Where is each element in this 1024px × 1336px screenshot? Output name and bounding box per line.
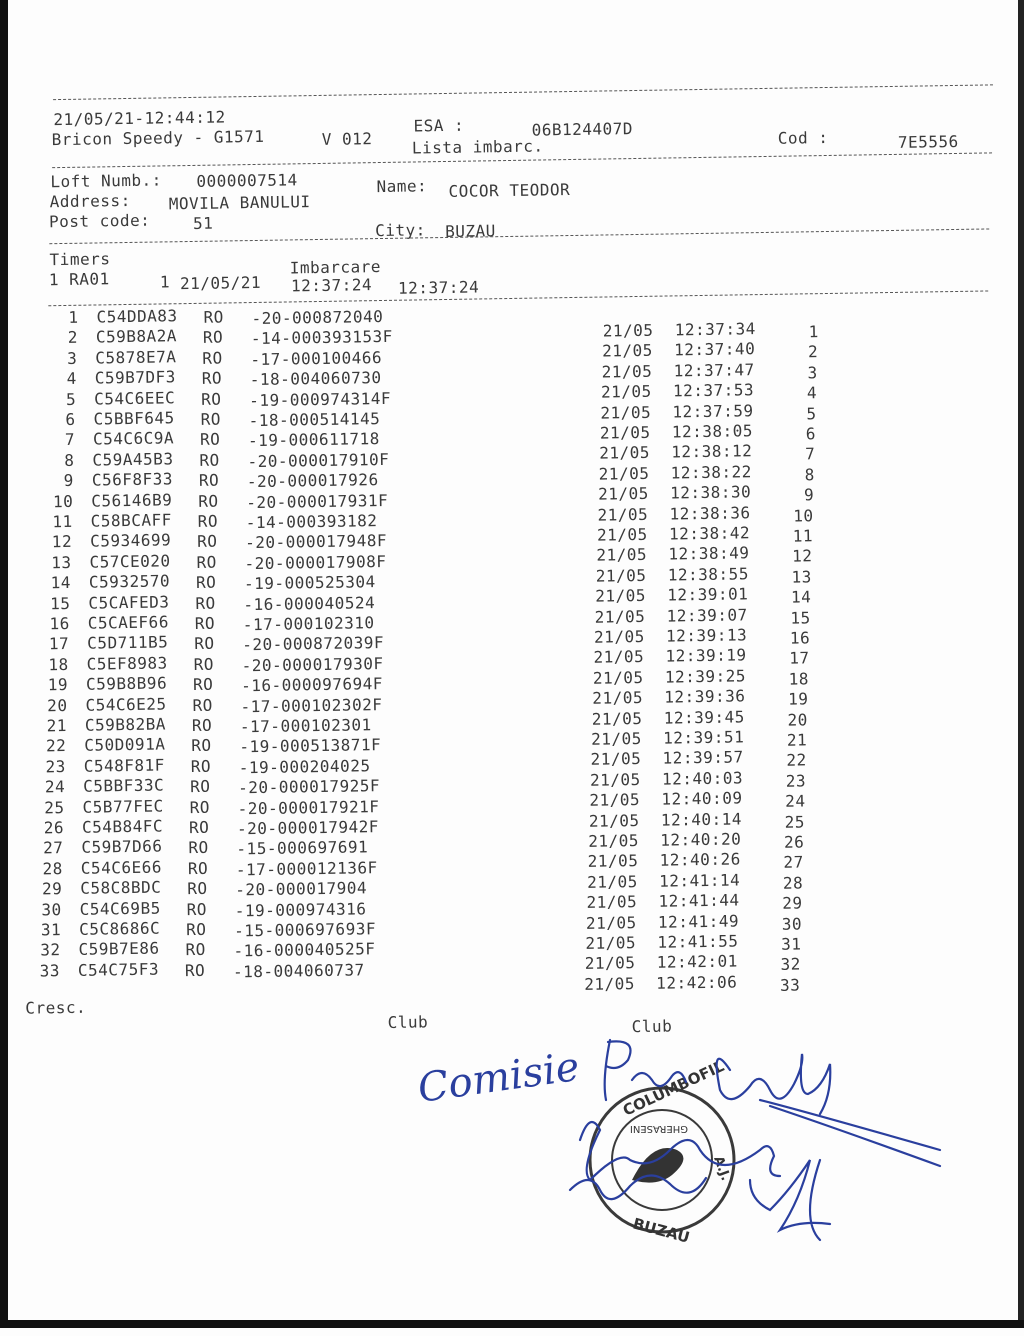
arrival-time: 12:41:44 [658, 890, 740, 911]
ring-id: C5CAEF66 [87, 612, 170, 633]
ring-id: C5BBF33C [83, 775, 165, 796]
arrival-date: 21/05 [585, 912, 637, 933]
ring-code: -20-000017942F [236, 817, 380, 839]
arrival-rank: 25 [784, 812, 806, 832]
stamp-text-bottom: BUZAU [630, 1214, 692, 1247]
ring-code: -17-000102301 [239, 715, 372, 737]
country-code: RO [185, 919, 207, 940]
arrival-time: 12:37:59 [672, 400, 754, 422]
row-number: 9 [63, 471, 75, 491]
row-number: 13 [51, 552, 72, 573]
arrival-date: 21/05 [590, 749, 642, 770]
ring-code: -18-000514145 [248, 409, 381, 431]
ring-id: C5EF8983 [86, 653, 168, 674]
ring-id: C5B77FEC [82, 796, 164, 817]
arrival-rank: 26 [783, 832, 805, 852]
esa-value: 06B124407D [531, 119, 634, 140]
ring-id: C5C8686C [78, 918, 161, 939]
ring-code: -20-000017926 [246, 470, 379, 492]
arrival-date: 21/05 [584, 953, 636, 974]
country-code: RO [187, 858, 209, 878]
post-code-value: 51 [192, 213, 214, 233]
row-number: 22 [45, 736, 67, 756]
arrival-rank: 28 [782, 873, 804, 893]
country-code: RO [199, 450, 220, 470]
arrival-date: 21/05 [592, 667, 644, 688]
ring-id: C56F8F33 [91, 469, 174, 490]
ring-id: C59B7DF3 [94, 367, 176, 388]
arrival-date: 21/05 [602, 320, 654, 341]
country-code: RO [199, 429, 221, 450]
arrival-rank: 17 [789, 648, 810, 669]
ring-code: -19-000611718 [247, 429, 380, 451]
arrival-time: 12:39:25 [664, 666, 747, 687]
ring-id: C54C6E25 [85, 694, 167, 715]
ring-id: C5CAFED3 [88, 591, 170, 613]
arrival-time: 12:37:34 [674, 319, 756, 340]
arrival-rank: 31 [781, 934, 802, 954]
name-label: Name: [376, 176, 428, 197]
arrival-date: 21/05 [589, 790, 641, 810]
loft-value: 0000007514 [196, 170, 298, 191]
ring-id: C59B8A2A [95, 326, 178, 347]
row-number: 16 [49, 613, 70, 634]
country-code: RO [188, 838, 209, 858]
divider-owner [49, 228, 989, 244]
country-code: RO [198, 491, 219, 511]
row-number: 15 [49, 593, 71, 613]
ring-code: -20-000017930F [241, 653, 384, 676]
arrival-rank: 8 [804, 465, 815, 485]
arrival-date: 21/05 [599, 443, 651, 463]
country-code: RO [190, 756, 212, 776]
ring-id: C54C75F3 [77, 959, 160, 980]
timer-id: 1 RA01 [48, 269, 110, 290]
arrival-rank: 3 [807, 362, 818, 383]
arrival-date: 21/05 [591, 708, 643, 729]
print-timestamp: 21/05/21-12:44:12 [53, 107, 226, 130]
country-code: RO [190, 776, 211, 797]
ring-id: C59B82BA [84, 714, 167, 735]
row-number: 25 [44, 797, 65, 817]
arrival-date: 21/05 [585, 933, 637, 953]
row-number: 21 [46, 715, 68, 736]
country-code: RO [203, 307, 224, 327]
esa-label: ESA : [413, 115, 465, 136]
handwritten-comisie: Comisie [414, 1043, 583, 1112]
country-code: RO [187, 878, 208, 899]
ring-code: -17-000102302F [240, 694, 383, 716]
row-number: 14 [50, 573, 72, 593]
arrival-rank: 1 [808, 322, 819, 342]
arrival-rank: 14 [790, 587, 812, 607]
ring-code: -19-000513871F [239, 735, 382, 757]
row-number: 5 [65, 389, 77, 409]
arrival-rank: 12 [792, 546, 813, 566]
name-value: COCOR TEODOR [448, 180, 571, 201]
arrival-time: 12:42:01 [656, 951, 739, 973]
ring-id: C5932570 [88, 571, 171, 592]
arrival-rank: 24 [785, 791, 806, 811]
arrival-time: 12:39:13 [665, 625, 748, 646]
row-number: 11 [52, 511, 73, 532]
arrival-time: 12:41:49 [657, 911, 740, 932]
country-code: RO [185, 940, 206, 960]
arrival-date: 21/05 [598, 463, 650, 484]
ring-id: C59A45B3 [92, 449, 174, 470]
ring-id: C57CE020 [89, 551, 171, 572]
row-number: 28 [42, 858, 63, 879]
country-code: RO [184, 960, 206, 980]
ring-code: -19-000974314F [249, 388, 392, 410]
country-code: RO [191, 715, 213, 736]
row-number: 32 [40, 940, 61, 960]
arrival-rank: 4 [806, 383, 818, 403]
arrival-rank: 7 [805, 444, 816, 464]
row-number: 33 [39, 960, 61, 981]
arrival-rank: 2 [807, 342, 819, 362]
country-code: RO [188, 817, 210, 838]
row-number: 6 [65, 409, 76, 429]
arrival-date: 21/05 [588, 810, 640, 831]
arrival-rank: 20 [787, 709, 808, 730]
arrival-date: 21/05 [602, 341, 654, 361]
arrival-time: 12:38:22 [670, 462, 752, 483]
country-code: RO [197, 511, 219, 531]
country-code: RO [191, 736, 212, 756]
signatures-and-stamp [400, 1030, 960, 1260]
arrival-time: 12:38:12 [671, 441, 753, 462]
address-label: Address: [49, 190, 131, 212]
arrival-rank: 21 [786, 730, 808, 750]
ring-id: C5D711B5 [87, 632, 169, 654]
arrival-rank: 11 [792, 526, 814, 546]
arrival-time: 12:40:09 [661, 788, 743, 809]
row-number: 31 [40, 920, 62, 940]
arrival-rank: 27 [783, 852, 804, 873]
country-code: RO [201, 389, 222, 409]
ring-code: -15-000697693F [234, 919, 377, 941]
ring-id: C54DDA83 [96, 306, 178, 327]
country-code: RO [194, 634, 215, 654]
arrival-rank: 16 [789, 628, 811, 648]
ring-id: C54C6E66 [80, 857, 163, 878]
arrival-rank: 19 [787, 689, 809, 709]
arrival-date: 21/05 [593, 647, 645, 668]
imbarcare-label: Imbarcare [289, 257, 382, 278]
ring-id: C54B84FC [81, 816, 164, 837]
arrival-rank: 18 [788, 669, 810, 689]
arrival-time: 12:40:20 [660, 829, 742, 850]
arrival-time: 12:38:42 [668, 523, 751, 544]
club-label-2: Club [631, 1016, 673, 1037]
device-name: Bricon Speedy - G1571 [51, 126, 265, 150]
arrival-rank: 29 [782, 893, 803, 913]
row-number: 3 [67, 348, 78, 368]
ring-code: -20-000017925F [238, 776, 381, 798]
divider-top [53, 84, 993, 100]
ring-id: C56146B9 [91, 489, 173, 511]
arrival-time: 12:38:49 [668, 543, 750, 564]
ring-code: -17-000100466 [250, 347, 383, 369]
row-number: 20 [47, 695, 68, 715]
club-label-1: Club [387, 1012, 429, 1032]
country-code: RO [186, 899, 208, 919]
country-code: RO [189, 797, 211, 817]
arrival-time: 12:39:45 [663, 706, 745, 728]
arrival-date: 21/05 [592, 688, 644, 708]
timer-time-1: 12:37:24 [290, 275, 373, 296]
arrival-time: 12:38:36 [669, 502, 751, 524]
arrival-time: 12:40:03 [661, 768, 744, 789]
stamp-text-inner: GHERASENI [629, 1123, 688, 1134]
row-number: 24 [44, 777, 66, 797]
row-number: 23 [45, 756, 66, 777]
city-value: BUZAU [445, 221, 497, 241]
ring-id: C5934699 [89, 530, 172, 552]
arrival-time: 12:40:26 [659, 849, 741, 871]
ring-code: -18-004060730 [249, 368, 382, 390]
timer-number: 1 [159, 272, 171, 292]
arrival-time: 12:39:57 [662, 747, 744, 769]
arrival-date: 21/05 [594, 606, 646, 627]
row-number: 18 [48, 654, 69, 675]
device-version: V 012 [321, 129, 373, 149]
ring-code: -19-000974316 [234, 898, 367, 920]
country-code: RO [201, 368, 223, 389]
country-code: RO [195, 572, 217, 593]
ring-id: C54C69B5 [79, 898, 161, 919]
arrival-date: 21/05 [587, 851, 639, 872]
arrival-date: 21/05 [601, 361, 653, 382]
country-code: RO [198, 470, 220, 491]
ring-id: C50D091A [84, 734, 166, 756]
country-code: RO [195, 593, 216, 613]
ring-id: C548F81F [83, 755, 165, 776]
ring-code: -16-000097694F [240, 674, 384, 696]
ring-id: C5878E7A [95, 347, 177, 368]
ring-code: -18-004060737 [232, 960, 365, 982]
row-number: 29 [41, 879, 63, 899]
country-code: RO [194, 613, 216, 633]
country-code: RO [202, 348, 223, 368]
country-code: RO [192, 695, 213, 715]
ring-code: -20-000017931F [246, 490, 389, 512]
arrival-rank: 13 [791, 567, 813, 587]
arrival-time: 12:39:19 [665, 645, 747, 666]
arrival-rank: 10 [793, 505, 814, 526]
country-code: RO [200, 409, 222, 429]
arrival-time: 12:40:14 [660, 809, 743, 830]
arrival-date: 21/05 [589, 769, 641, 790]
ring-id: C59B7D66 [81, 836, 163, 858]
city-label: City: [375, 220, 426, 241]
country-code: RO [202, 327, 224, 348]
row-number: 12 [51, 532, 73, 552]
country-code: RO [196, 552, 217, 572]
arrival-date: 21/05 [595, 586, 647, 606]
ring-code: -16-000040525F [233, 939, 376, 961]
arrival-date: 21/05 [591, 728, 643, 749]
arrival-date: 21/05 [593, 626, 645, 647]
arrival-time: 12:42:06 [656, 972, 738, 993]
ink-signatures [570, 1040, 940, 1240]
ring-id: C5BBF645 [93, 408, 175, 429]
arrival-date: 21/05 [584, 973, 636, 994]
row-number: 26 [43, 818, 65, 838]
ring-code: -20-000017948F [245, 531, 388, 553]
cod-label: Cod : [777, 127, 829, 148]
arrival-time: 12:38:30 [669, 482, 752, 503]
arrival-date: 21/05 [586, 892, 638, 913]
country-code: RO [193, 654, 215, 674]
arrival-date: 21/05 [588, 831, 640, 851]
timer-date: 21/05/21 [179, 272, 262, 294]
arrival-rank: 23 [785, 771, 807, 791]
ring-code: -20-000017908F [244, 551, 387, 573]
ring-code: -14-000393153F [250, 327, 393, 349]
ring-id: C59B8B96 [85, 673, 168, 694]
arrival-date: 21/05 [596, 524, 648, 545]
arrival-date: 21/05 [597, 484, 649, 504]
post-code-label: Post code: [48, 210, 151, 232]
ring-id: C54C6EEC [94, 387, 176, 409]
row-number: 30 [41, 899, 62, 920]
arrival-time: 12:38:05 [671, 421, 754, 442]
ring-code: -20-000872039F [242, 633, 385, 655]
row-number: 27 [43, 838, 64, 858]
arrival-date: 21/05 [586, 871, 638, 892]
ring-id: C54C6C9A [92, 428, 175, 449]
timer-time-2: 12:37:24 [397, 277, 480, 298]
arrival-time: 12:38:55 [667, 564, 750, 585]
arrival-rank: 5 [806, 403, 817, 423]
arrival-time: 12:37:53 [672, 380, 755, 401]
country-code: RO [192, 674, 214, 695]
row-number: 17 [48, 634, 70, 654]
arrival-date: 21/05 [600, 381, 652, 402]
arrival-time: 12:41:55 [657, 931, 739, 952]
loft-label: Loft Numb.: [50, 170, 162, 192]
arrival-rank: 32 [780, 954, 801, 975]
timers-label: Timers [49, 249, 111, 270]
list-title: Lista imbarc. [411, 136, 544, 158]
arrival-rank: 15 [790, 607, 811, 628]
arrival-date: 21/05 [600, 402, 652, 423]
arrival-date: 21/05 [597, 504, 649, 525]
arrival-date: 21/05 [595, 565, 647, 586]
arrival-time: 12:37:47 [673, 359, 755, 381]
row-number: 8 [64, 450, 75, 470]
ring-code: -20-000872040 [251, 306, 384, 329]
stamp-text-top: COLUMBOFIL [620, 1057, 727, 1120]
ring-code: -14-000393182 [245, 511, 378, 533]
country-code: RO [196, 532, 218, 552]
ring-code: -17-000012136F [235, 857, 378, 880]
arrival-date: 21/05 [599, 422, 651, 443]
address-value: MOVILA BANULUI [168, 192, 311, 214]
arrival-time: 12:39:36 [664, 686, 746, 707]
row-number: 4 [66, 368, 77, 389]
arrival-time: 12:39:07 [666, 604, 748, 626]
row-number: 2 [67, 328, 79, 348]
arrival-rank: 30 [781, 914, 803, 934]
row-number: 1 [68, 307, 79, 327]
ring-code: -20-000017910F [247, 449, 390, 471]
ring-id: C58BCAFF [90, 510, 172, 531]
ring-code: -16-000040524 [243, 592, 376, 614]
row-number: 10 [52, 491, 74, 511]
ring-code: -15-000697691 [236, 837, 369, 859]
ring-code: -19-000525304 [243, 572, 376, 594]
arrival-time: 12:39:51 [663, 727, 745, 748]
arrival-date: 21/05 [596, 545, 648, 566]
ring-code: -17-000102310 [242, 613, 375, 635]
ring-code: -20-000017921F [237, 796, 380, 818]
arrival-time: 12:37:40 [674, 339, 756, 360]
ring-code: -20-000017904 [235, 878, 368, 900]
breeder-signature-label: Cresc. [25, 997, 87, 1018]
row-number: 19 [47, 675, 69, 695]
arrival-rank: 22 [786, 750, 807, 771]
arrival-time: 12:39:01 [667, 584, 749, 605]
arrival-rank: 33 [779, 975, 801, 995]
cod-value: 7E5556 [897, 131, 959, 152]
arrival-rank: 6 [805, 424, 817, 444]
ring-id: C58C8BDC [80, 877, 162, 898]
arrival-time: 12:41:14 [658, 870, 741, 891]
row-number: 7 [64, 430, 76, 450]
arrival-rank: 9 [803, 485, 815, 505]
ring-code: -19-000204025 [238, 756, 371, 778]
stamp-text-side: A.J. [710, 1154, 733, 1183]
ring-id: C59B7E86 [78, 938, 160, 960]
